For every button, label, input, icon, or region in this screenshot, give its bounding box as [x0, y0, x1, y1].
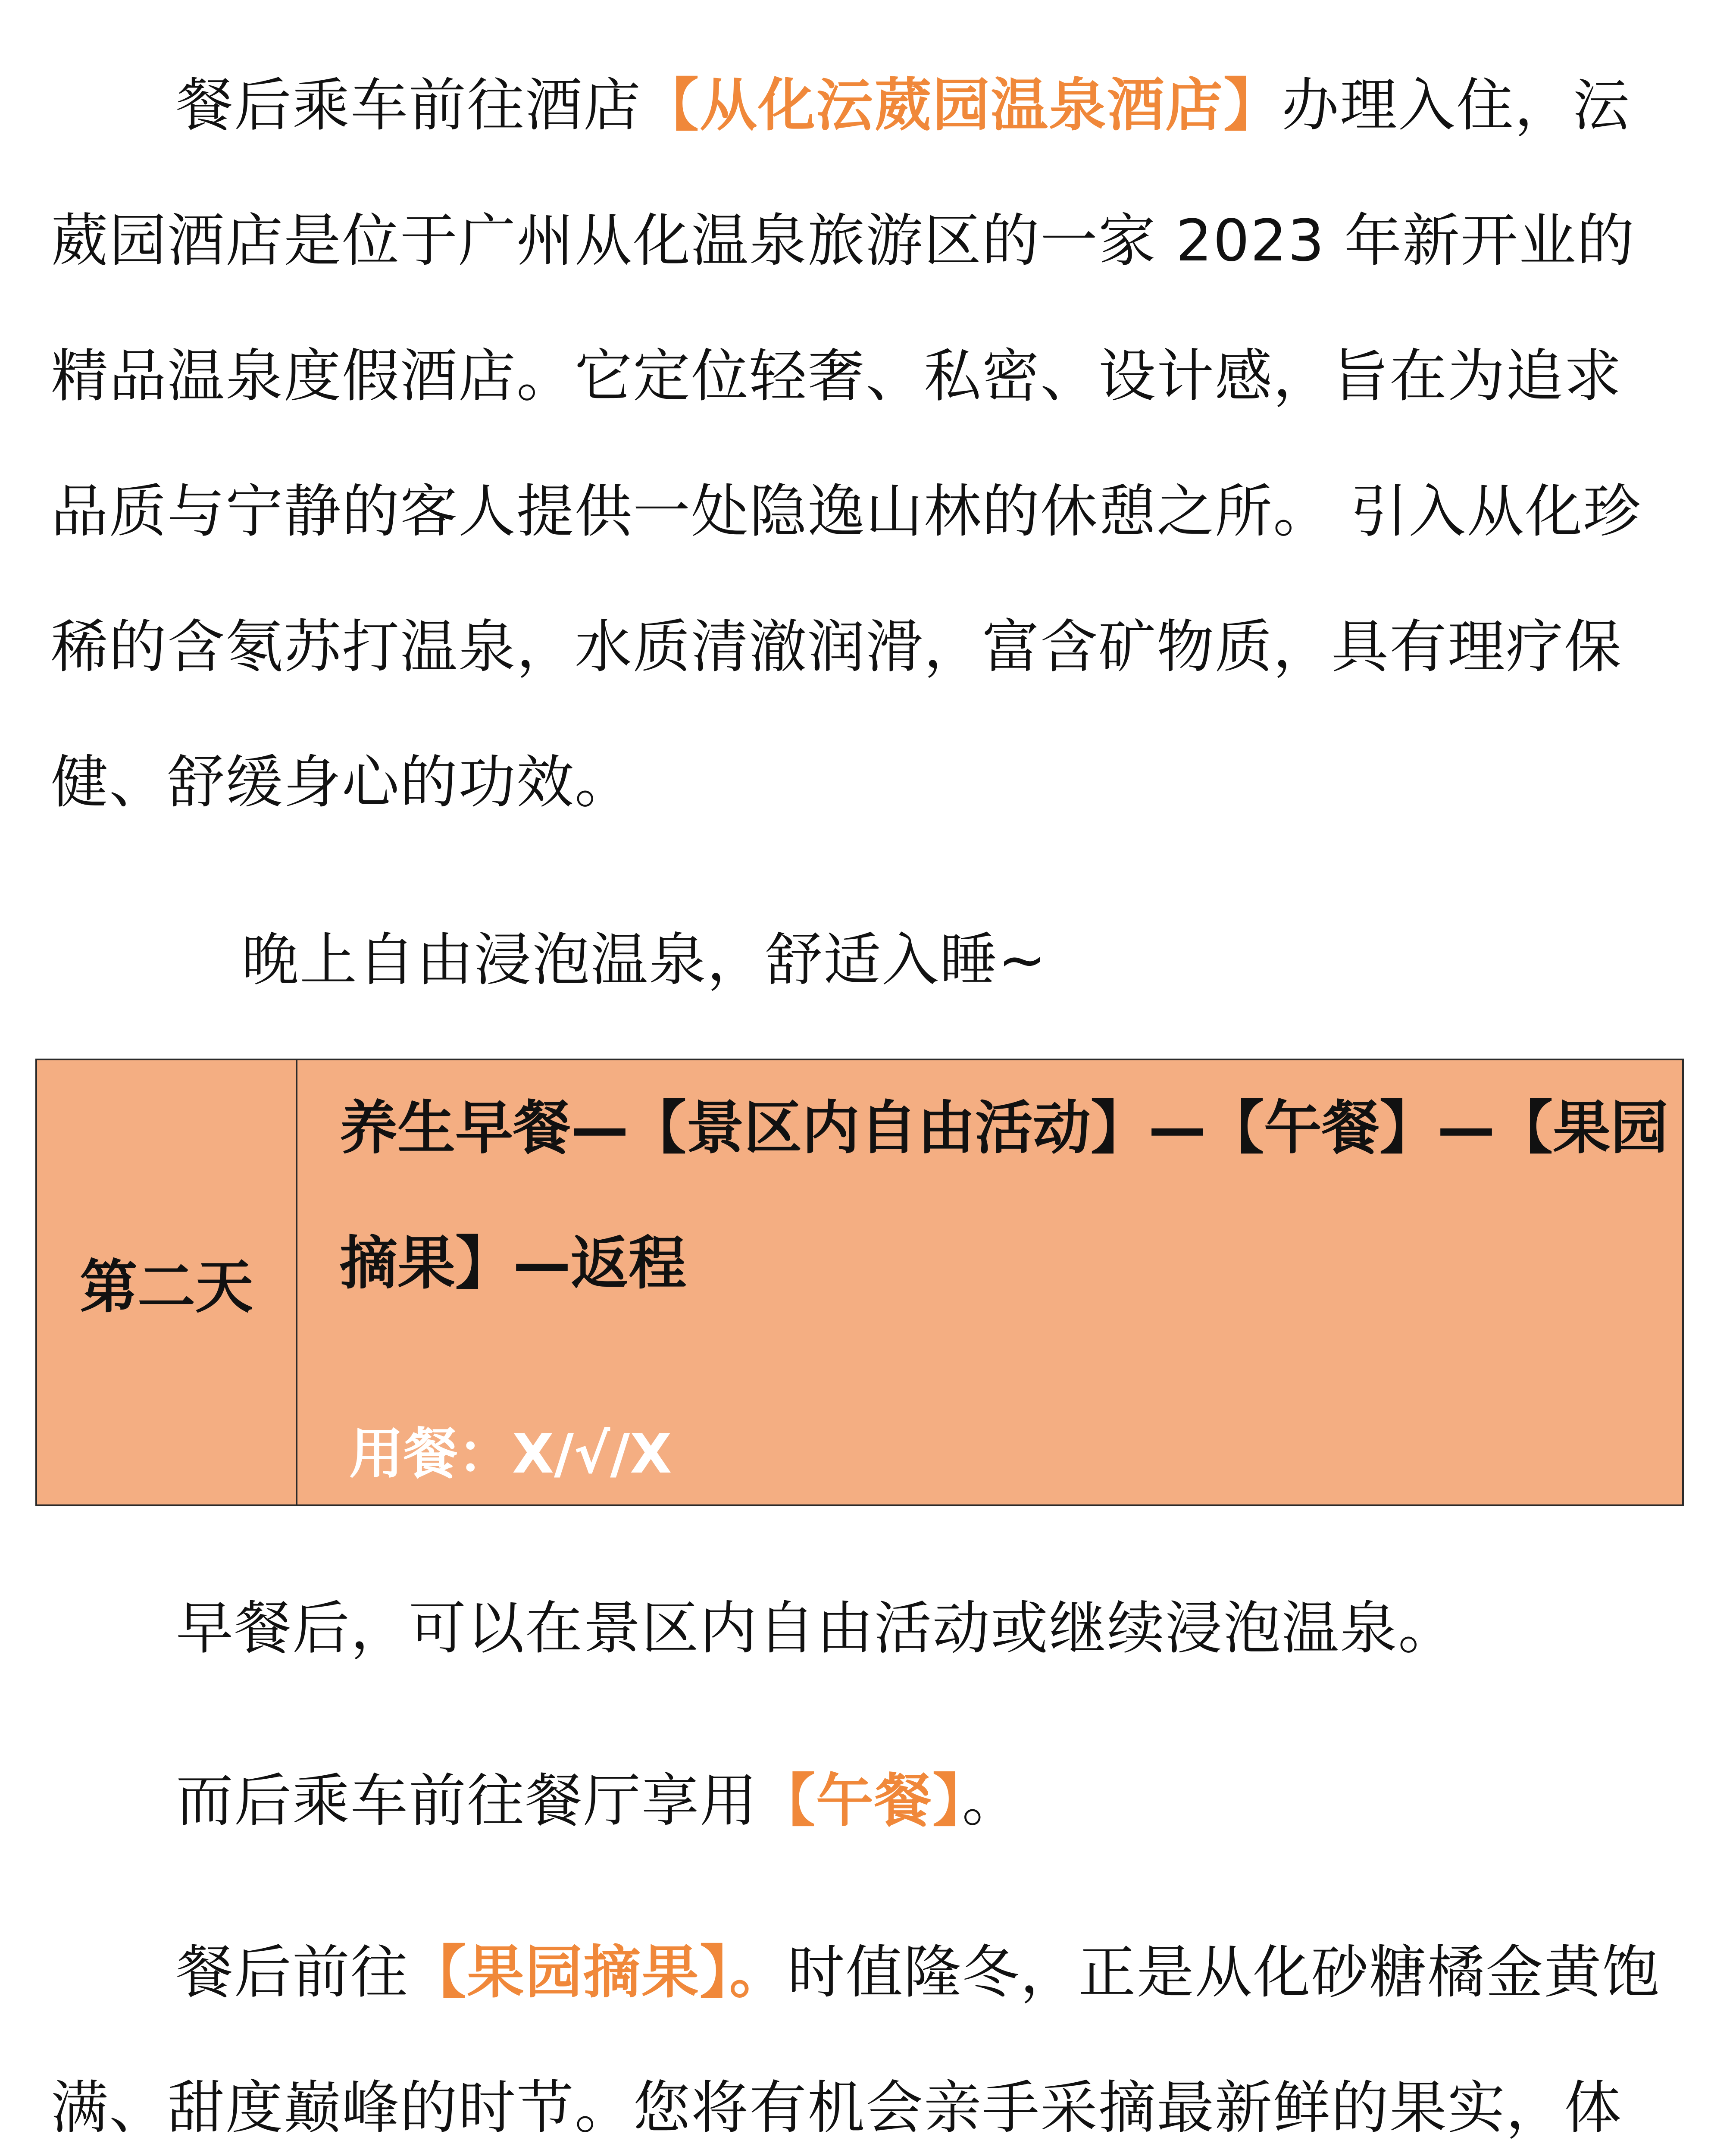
lunch-paragraph [51, 1733, 1672, 1869]
breakfast-paragraph [51, 1561, 1672, 1696]
breakfast-text: 早餐后，可以在景区内自由活动或继续浸泡温泉。 [176, 1595, 1456, 1662]
orchard-paragraph [51, 1905, 1672, 2156]
hotel-description-text: 办理入住，沄葳园酒店是位于广州从化温泉旅游区的一家 2023 年新开业的精品温泉度假酒店。它定位轻奢、私密、设计感，旨在为追求品质与宁静的客人提供一处隐逸山林的休憩之所。 引入从化珍稀的含氡苏打温泉，水质清澈润滑，富含矿物质，具有理疗保健、舒缓身心的功效。 [51, 72, 1642, 816]
lunch-intro-text: 而后乘车前往餐厅享用 [176, 1768, 758, 1834]
day2-route: 养生早餐—【景区内自由活动】—【午餐】—【果园摘果】—返程 [340, 1094, 1669, 1297]
orchard-highlight: 【果园摘果】。 [409, 1940, 788, 2006]
orchard-intro-text: 餐后前往 [176, 1940, 409, 2006]
day2-meals: 用餐：X/√/X [349, 1422, 672, 1485]
evening-text: 晚上自由浸泡温泉，舒适入睡~ [241, 927, 1047, 993]
day2-table [35, 1059, 1684, 1506]
hotel-intro-text: 餐后乘车前往酒店 [176, 72, 641, 139]
hotel-name-highlight: 【从化沄葳园温泉酒店】 [641, 72, 1282, 139]
evening-paragraph [241, 893, 1711, 1028]
lunch-highlight: 【午餐】 [758, 1768, 962, 1834]
orchard-description-text: 时值隆冬，正是从化砂糖橘金黄饱满、甜度巅峰的时节。您将有机会亲手采摘最新鲜的果实，体 [51, 1940, 1661, 2141]
lunch-end-text: 。 [962, 1768, 1020, 1834]
day2-label: 第二天 [37, 1060, 297, 1504]
hotel-paragraph [51, 38, 1672, 850]
